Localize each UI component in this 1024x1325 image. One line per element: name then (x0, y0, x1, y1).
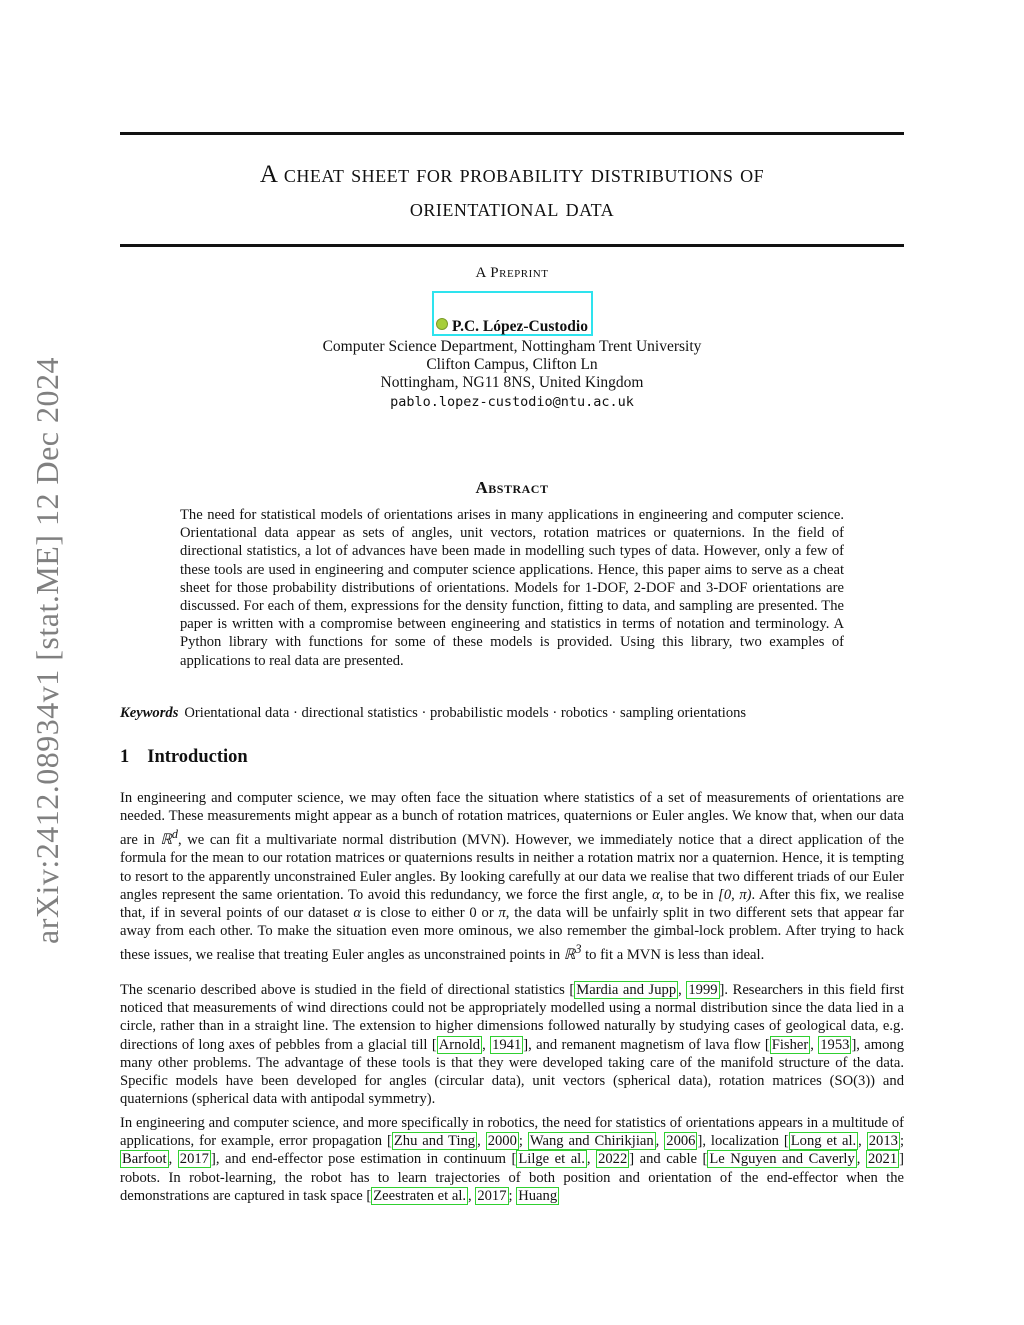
citation-separator: , (468, 1187, 476, 1204)
p2-text-c: ], and remanent magnetism of lava flow [ (523, 1036, 770, 1053)
arxiv-identifier: arXiv:2412.08934v1 [stat.ME] 12 Dec 2024 (28, 356, 65, 944)
math-reals-exponent-2: 3 (575, 942, 582, 957)
citation-link[interactable]: 1953 (820, 1036, 850, 1053)
p1-text-d: . After this fix, we realise that, if in several points of our dataset (120, 886, 904, 922)
p1-text-c: , to be in (659, 886, 719, 903)
section-number: 1 (120, 747, 130, 767)
citation-separator: , (482, 1036, 491, 1053)
title-line-1: A cheat sheet for probability distributions of (259, 161, 765, 188)
author-email-line (120, 393, 904, 411)
intro-paragraph-2 (120, 981, 904, 1108)
intro-paragraph-1 (120, 789, 904, 965)
p1-text-b: , we can fit a multivariate normal distribution (MVN). However, we immediately notice that a direct application of the formula for the mean to our rotation matrices or quaternions results in neither a rotation matrix nor a quaternion. Hence, it is tempting to resort to the apparently unconstrained Euler angles. By looking carefully at our data we realise that two different triads of our Euler angles represent the same orientation. To avoid this redundancy, we force the first angle, (120, 832, 904, 903)
citation-link[interactable]: Barfoot (122, 1151, 167, 1168)
citation-separator: , (810, 1036, 819, 1053)
p3-text-d: ] and cable [ (629, 1151, 708, 1168)
citation-separator: , (655, 1133, 665, 1150)
intro-paragraph-3 (120, 1114, 904, 1205)
preprint-label: A Preprint (475, 265, 549, 281)
citation-link[interactable]: 1999 (688, 982, 718, 998)
citation-link[interactable]: 2022 (598, 1151, 628, 1168)
p1-text-e: is close to either 0 or (361, 905, 499, 922)
keywords-text: Orientational data · directional statistics · probabilistic models · robotics · sampling orientations (184, 705, 747, 721)
paper-title (120, 158, 904, 226)
citation-link[interactable]: 2021 (867, 1151, 898, 1168)
p1-text-a: In engineering and computer science, we may often face the situation where statistics of a set of measurements of orientations are needed. These measurements might appear as a bunch of rotation matrices, quaternions or Euler angles. We know that, when our data are in (120, 790, 904, 849)
title-bottom-rule (120, 244, 904, 247)
title-top-rule (120, 132, 904, 135)
citation-link[interactable]: Huang (518, 1187, 558, 1204)
citation-link[interactable]: Long et al. (790, 1133, 857, 1150)
math-alpha-1: α (652, 886, 660, 903)
math-reals-symbol: ℝ (160, 832, 172, 849)
abstract-heading: Abstract (475, 478, 549, 497)
arxiv-sidebar (21, 340, 73, 960)
citation-separator: , (168, 1151, 178, 1168)
p3-text-e: ] robots. In robot-learning, the robot has to learn trajectories of both position and orientation of the end-effector when the demonstrations are captured in task space [ (120, 1151, 905, 1204)
math-reals-exponent: d (171, 827, 178, 842)
citation-separator: , (586, 1151, 597, 1168)
citation-link[interactable]: 2013 (868, 1133, 898, 1150)
citation-separator: ; (518, 1133, 528, 1150)
math-reals-symbol-2: ℝ (563, 947, 576, 964)
math-interval: [0, π) (718, 886, 752, 903)
citation-link[interactable]: Zhu and Ting (393, 1133, 476, 1150)
p1-text-f: , the data will be unfairly split in two different sets that appear far away from each other. To make the situation even more ominous, we also remember the gimbal-lock problem. After trying to hack these issues, we realise that treating Euler angles as unconstrained points in (120, 905, 904, 964)
p3-text-c: ], and end-effector pose estimation in continuum [ (210, 1151, 517, 1168)
citation-link[interactable]: Zeestraten et al. (373, 1187, 467, 1204)
citation-link[interactable]: Fisher (771, 1036, 809, 1053)
keywords-line (120, 705, 904, 722)
author-name[interactable]: P.C. López-Custodio (452, 318, 588, 335)
citation-link[interactable]: Arnold (438, 1036, 481, 1053)
keywords-label: Keywords (120, 705, 179, 721)
math-pi: π (498, 905, 506, 922)
citation-link[interactable]: 2017 (477, 1187, 507, 1204)
citation-separator: , (678, 982, 687, 998)
math-alpha-2: α (353, 905, 362, 922)
citation-separator: , (856, 1151, 866, 1168)
citation-separator: , (858, 1133, 867, 1150)
title-line-2: orientational data (409, 195, 615, 222)
p2-text-b: ]. Researchers in this field first noticed that measurements of wind directions could not be appropriately modelled using a normal distribution since the data lied in a circle, rather than in a straight line. The extension to higher dimensions followed naturally by studying cases of geological data, e.g. directions of long axes of pebbles from a glacial till [ (120, 982, 904, 1053)
affiliation-line-1: Computer Science Department, Nottingham Trent University (322, 338, 702, 355)
math-reals-d (160, 827, 178, 849)
p2-text-d: ], among many other problems. The advantage of these tools is that they were developed taking care of the manifold structure of the data. Specific models have been developed for angles (circular data), unit vectors (spherical data), rotation matrices (SO(3)) and quaternions (spherical data with antipodal symmetry). (120, 1036, 905, 1108)
p3-text-a: In engineering and computer science, and more specifically in robotics, the need for statistics of orientations appears in a multitude of applications, for example, error propagation [ (120, 1115, 904, 1150)
section-heading-introduction (120, 747, 248, 768)
p2-text-a: The scenario described above is studied in the field of directional statistics [ (120, 982, 575, 998)
p3-text-b: ], localization [ (697, 1133, 789, 1150)
affiliation-line-3: Nottingham, NG11 8NS, United Kingdom (380, 374, 644, 391)
citation-link[interactable]: 2006 (666, 1133, 696, 1150)
citation-separator: ; (899, 1133, 904, 1150)
p1-text-g: to fit a MVN is less than ideal. (581, 947, 765, 964)
citation-link[interactable]: Wang and Chirikjian (529, 1133, 654, 1150)
abstract-text: The need for statistical models of orientations arises in many applications in engineering and computer science. Orientational data appear as sets of angles, unit vectors, rotation matrices or quaternions. In the field of directional statistics, a lot of advances have been made in modelling such types of data. However, only a few of these tools are used in engineering and computer science applications. Hence, this paper aims to serve as a cheat sheet for those probability distributions of orientations. Models for 1-DOF, 2-DOF and 3-DOF orientations are discussed. For each of them, expressions for the density function, fitting to data, and sampling are presented. The paper is written with a compromise between engineering and statistics in terms of notation and terminology. A Python library with functions for some of these models is provided. Using this library, two examples of applications to real data are presented. (180, 507, 844, 669)
citation-separator: ; (508, 1187, 517, 1204)
section-title: Introduction (147, 747, 248, 767)
author-email[interactable]: pablo.lopez-custodio@ntu.ac.uk (390, 394, 634, 410)
affiliation-line-2: Clifton Campus, Clifton Ln (426, 356, 598, 373)
citation-link[interactable]: 1941 (492, 1036, 522, 1053)
citation-link[interactable]: 2000 (487, 1133, 517, 1150)
orcid-icon[interactable] (436, 318, 448, 330)
citation-link[interactable]: Le Nguyen and Caverly (709, 1151, 855, 1168)
citation-link[interactable]: Lilge et al. (518, 1151, 585, 1168)
citation-link[interactable]: 2017 (179, 1151, 209, 1168)
math-reals-3 (563, 942, 582, 964)
citation-separator: , (477, 1133, 486, 1150)
author-line (120, 318, 904, 336)
citation-link[interactable]: Mardia and Jupp (576, 982, 677, 998)
